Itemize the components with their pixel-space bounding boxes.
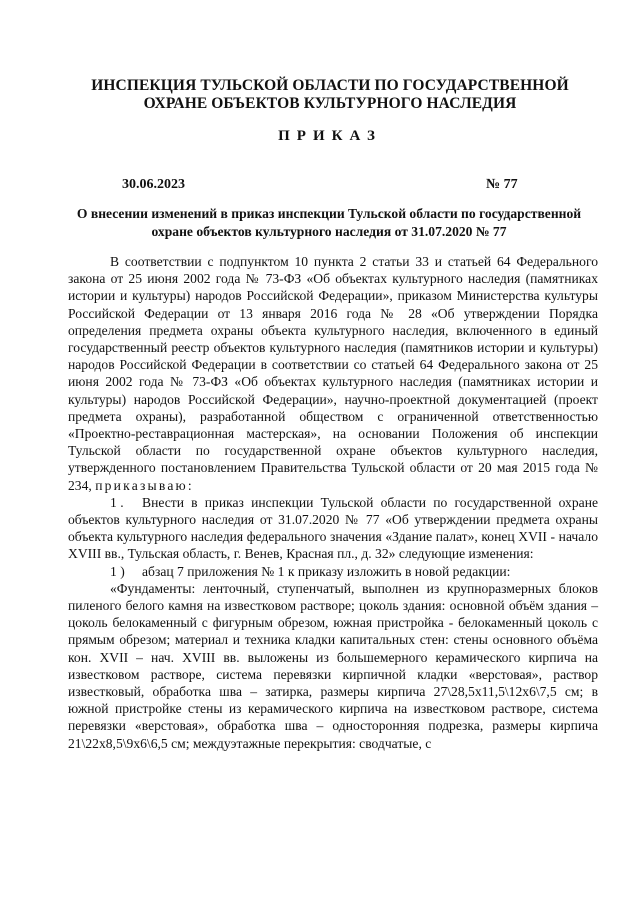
decree-word: приказываю: [95, 477, 194, 493]
item-1-text: Внести в приказ инспекции Тульской области по государственной охране объектов культурного наследия от 31.07.2020 № 77 «Об утверждении предмета охраны объекта культурного наследия федерального значения «Здание палат», конец XVII - начало XVIII вв., Тульская область, г. Венев, Красная пл., д. 32» следующие изменения: [68, 494, 598, 562]
order-body [68, 253, 598, 752]
order-date: 30.06.2023 [122, 177, 185, 192]
item-1-number: 1 . [110, 494, 124, 510]
subitem-1-text: абзац 7 приложения № 1 к приказу изложить в новой редакции: [142, 563, 511, 579]
preamble-paragraph [68, 253, 598, 494]
order-subject: О внесении изменений в приказ инспекции Тульской области по государственной охране объектов культурного наследия от 31.07.2020 № 77 [76, 206, 582, 239]
document-type: ПРИКАЗ [278, 128, 382, 144]
order-number: № 77 [486, 177, 518, 192]
issuer-title-line-1: ИНСПЕКЦИЯ ТУЛЬСКОЙ ОБЛАСТИ ПО ГОСУДАРСТВЕННОЙ [91, 77, 569, 94]
subitem-1-paragraph [68, 563, 598, 580]
subitem-1-number: 1 ) [110, 563, 125, 579]
issuer-title-line-2: ОХРАНЕ ОБЪЕКТОВ КУЛЬТУРНОГО НАСЛЕДИЯ [143, 95, 517, 112]
new-wording-paragraph [68, 580, 598, 752]
preamble-text: В соответствии с подпунктом 10 пункта 2 статьи 33 и статьей 64 Федерального закона от 25 июня 2002 года № 73-ФЗ «Об объектах культурного наследия (памятниках истории и культуры) народов Российской Федерации», приказом Министерства культуры Российской Федерации от 13 января 2016 года № 28 «Об утверждении Порядка определения предмета охраны объекта культурного наследия, включенного в единый государственный реестр объектов культурного наследия (памятников истории и культуры) народов Российской Федерации в соответствии со статьей 64 Федерального закона от 25 июня 2002 года № 73-ФЗ «Об объектах культурного наследия (памятниках истории и культуры) народов Российской Федерации», научно-проектной документацией (проект предмета охраны), разработанной обществом с ограниченной ответственностью «Проектно-реставрационная мастерская», на основании Положения об инспекции Тульской области по государственной охране объектов культурного наследия, утвержденного постановлением Правительства Тульской области от 20 мая 2015 года № 234, [68, 254, 598, 493]
new-wording-text: «Фундаменты: ленточный, ступенчатый, выполнен из крупноразмерных блоков пиленого белого камня на известковом растворе; цоколь здания: основной объём здания – цоколь белокаменный с фигурным обрезом, южная пристройка - белокаменный цоколь с прямым обрезом; материал и техника кладки капитальных стен: стены основного объёма кон. XVII – нач. XVIII вв. выложены из большемерного керамического кирпича на известковом растворе, система перевязки кирпичной кладки «верстовая», раствор известковый, обработка шва – затирка, размеры кирпича 27\28,5х11,5\12х6\7,5 см; в южной пристройке стены из керамического кирпича на известковом растворе, система перевязки «верстовая», обработка шва – односторонняя подрезка, размеры кирпича 21\22х8,5\9х6\6,5 см; междуэтажные перекрытия: сводчатые, с [68, 580, 598, 751]
item-1-paragraph [68, 494, 598, 563]
